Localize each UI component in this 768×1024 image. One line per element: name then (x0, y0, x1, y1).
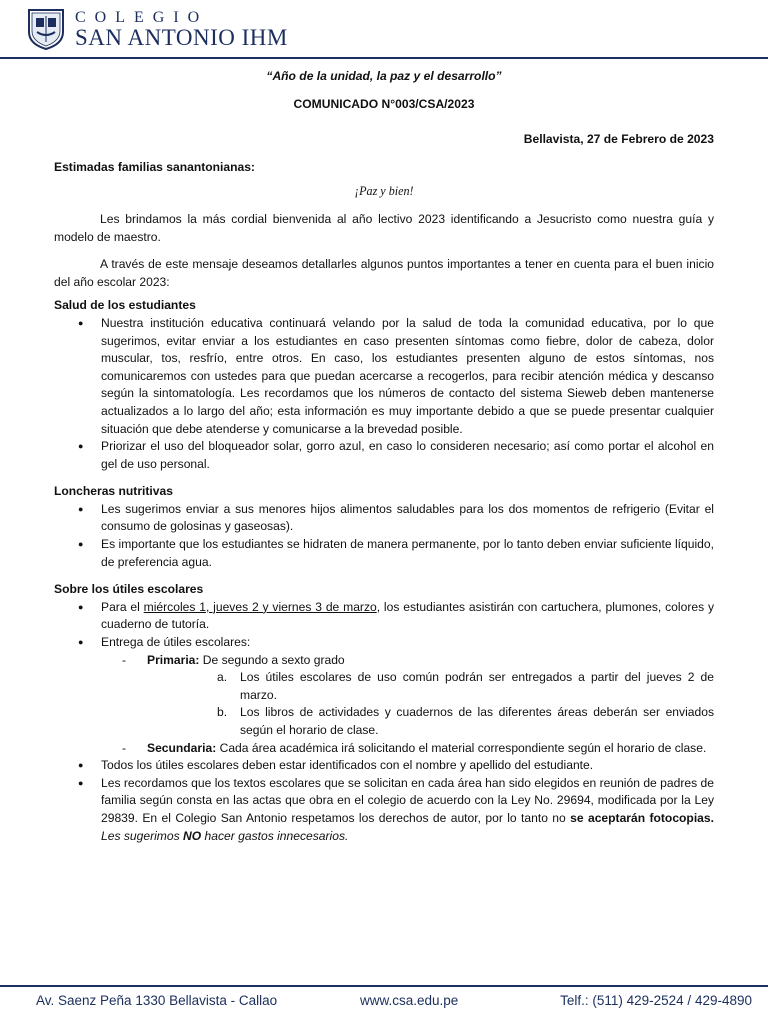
supplies-item-text: Para el (101, 599, 144, 614)
supplies-item-textbooks (54, 775, 714, 845)
health-item: ● Priorizar el uso del bloqueador solar, gorro azul, en caso lo consideren necesario; así como portar el alcohol en gel de uso personal. (54, 438, 714, 473)
supplies-item-first-days (54, 599, 714, 634)
secundaria-text: Cada área académica irá solicitando el material correspondiente según el horario de clase. (216, 740, 707, 755)
dash-marker: - (122, 652, 127, 667)
footer-address: Av. Saenz Peña 1330 Bellavista - Callao (36, 993, 278, 1008)
section-health-title: Salud de los estudiantes (54, 298, 196, 313)
header-divider (0, 57, 768, 59)
step-text: Los libros de actividades y cuadernos de las diferentes áreas deberán ser enviados según el horario de clase. (240, 705, 714, 737)
lunch-list (54, 501, 714, 571)
letterhead (0, 0, 768, 60)
lunch-item: ● Es importante que los estudiantes se hidraten de manera permanente, por lo tanto deben enviar suficiente líquido, de preferencia agua. (54, 536, 714, 571)
brand-name: SAN ANTONIO IHM (75, 25, 288, 50)
secundaria-item (101, 740, 714, 758)
primaria-item (101, 652, 714, 740)
year-motto: “Año de la unidad, la paz y el desarrollo” (266, 69, 502, 83)
salutation: Estimadas familias sanantonianas: (54, 159, 255, 174)
supplies-item-text: , los estudiantes asistirán con cartuchera, plumones, colores y cuaderno de tutoría. (101, 599, 715, 632)
primaria-steps (147, 669, 714, 739)
alpha-marker: b. (217, 705, 228, 720)
greeting: ¡Paz y bien! (354, 184, 414, 199)
communique-reference: COMUNICADO N°003/CSA/2023 (293, 96, 475, 111)
section-lunch-title: Loncheras nutritivas (54, 484, 173, 499)
primaria-step-b (147, 704, 714, 739)
health-item: ● Nuestra institución educativa continuará velando por la salud de toda la comunidad educativa, por lo que sugerimos, evitar enviar a los estudiantes en caso presenten síntomas como fiebre, dolor de cabeza, dolor muscular, tos, resfrío, entre otros. En caso, los estudiantes presenten alguno de estos síntomas, nos comunicaremos con ustedes para que puedan acercarse a recogerlos, para recibir atención médica y descanso según la sintomatología. Les recordamos que los números de contacto del sistema Sieweb deben mantenerse actualizados a lo largo del año; esta información es muy importante debido a que se puede presentar cualquier situación que debe atenderse y comunicarse a la brevedad posible. (54, 315, 714, 438)
health-list (54, 315, 714, 473)
supplies-list (54, 599, 714, 845)
supplies-item-text: Entrega de útiles escolares: (101, 635, 251, 650)
footer-website[interactable]: www.csa.edu.pe (360, 993, 459, 1008)
brand-colegio: COLEGIO (75, 9, 209, 26)
advice-no: NO (183, 828, 202, 843)
supplies-item-delivery (54, 634, 714, 757)
supplies-item-labels: ● Todos los útiles escolares deben estar identificados con el nombre y apellido del estudiante. (54, 757, 714, 775)
alpha-marker: a. (217, 670, 228, 685)
intro-paragraph: Les brindamos la más cordial bienvenida al año lectivo 2023 identificando a Jesucristo como nuestra guía y modelo de maestro. (54, 211, 714, 244)
primaria-step-a (147, 669, 714, 704)
section-supplies-title: Sobre los útiles escolares (54, 582, 204, 597)
primaria-text: De segundo a sexto grado (199, 652, 345, 667)
step-text: Los útiles escolares de uso común podrán ser entregados a partir del jueves 2 de marzo. (240, 670, 714, 702)
purpose-paragraph: A través de este mensaje deseamos detallarles algunos puntos importantes a tener en cuenta para el buen inicio del año escolar 2023: (54, 257, 714, 289)
advice-text: Les sugerimos (101, 828, 184, 843)
footer-divider (0, 985, 768, 987)
communique-body (54, 68, 714, 845)
dash-marker: - (122, 740, 127, 755)
school-crest-icon (27, 8, 65, 50)
secundaria-label: Secundaria: (147, 740, 217, 755)
footer-phone: Telf.: (511) 429-2524 / 429-4890 (560, 993, 752, 1008)
first-days-dates: miércoles 1, jueves 2 y viernes 3 de marzo (143, 599, 377, 614)
delivery-sublist (101, 652, 714, 758)
lunch-item: ● Les sugerimos enviar a sus menores hijos alimentos saludables para los dos momentos de refrigerio (Evitar el consumo de golosinas y gaseosas). (54, 501, 714, 536)
textbooks-text: Les recordamos que los textos escolares que se solicitan en cada área han sido elegidos en reunión de padres de familia según consta en las actas que obra en el colegio de acuerdo con la Ley No. 29694, modificada por la Ley 29839. En el Colegio San Antonio respetamos los derechos de autor, por lo tanto no (101, 775, 714, 825)
communique-date: Bellavista, 27 de Febrero de 2023 (523, 132, 714, 147)
primaria-label: Primaria: (147, 652, 200, 667)
advice-text-end: hacer gastos innecesarios. (201, 828, 349, 843)
no-photocopies: se aceptarán fotocopias. (570, 810, 714, 825)
